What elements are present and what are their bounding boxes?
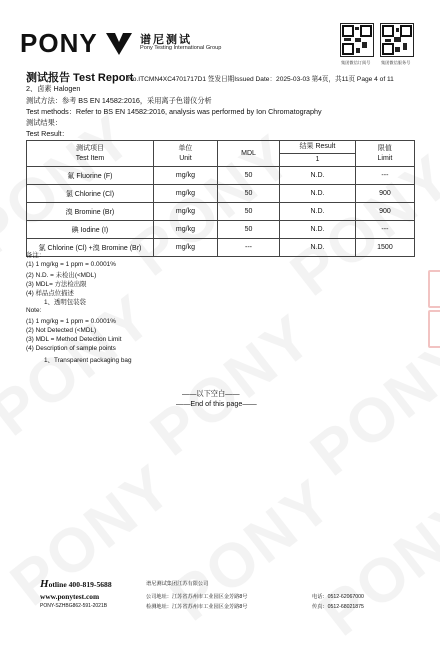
test-result-label-cn: 测试结果： — [26, 118, 62, 127]
note-cn-3: (3) MDL= 方法检出限 — [26, 281, 87, 288]
qr-caption-right: 集团微信服务号 — [381, 60, 411, 65]
phone: 电话：0512-62067000 — [312, 594, 364, 600]
col-unit: 单位 Unit — [153, 141, 217, 167]
cell-unit: mg/kg — [153, 203, 217, 221]
cell-result: N.D. — [280, 203, 356, 221]
end-of-page-en: ——End of this page—— — [176, 399, 257, 408]
hotline — [40, 578, 112, 590]
seal-stamp-fragment — [428, 270, 440, 308]
table-row — [27, 167, 415, 185]
cell-unit: mg/kg — [153, 221, 217, 239]
cell-mdl: 50 — [217, 185, 279, 203]
lab-address: 检测地址：江苏省苏州市工业园区金芳路8号 — [146, 604, 248, 610]
cell-mdl: --- — [217, 239, 279, 257]
cell-limit: 900 — [355, 185, 414, 203]
note-en-2: (2) Not Detected (<MDL) — [26, 327, 97, 334]
cell-result: N.D. — [280, 239, 356, 257]
note-en-3: (3) MDL = Method Detection Limit — [26, 336, 122, 343]
cell-mdl: 50 — [217, 167, 279, 185]
note-cn-2: (2) N.D. = 未检出(<MDL) — [26, 272, 97, 279]
end-of-page-cn: ——以下空白—— — [182, 389, 240, 398]
hotline-initial: H — [40, 578, 49, 590]
table-row — [27, 239, 415, 257]
cell-item: 氟 Fluorine (F) — [27, 167, 154, 185]
note-cn-1: (1) 1 mg/kg = 1 ppm = 0.0001% — [26, 261, 116, 268]
col-result: 结果 Result — [280, 141, 356, 154]
watermark — [0, 281, 166, 450]
cell-mdl: 50 — [217, 203, 279, 221]
cell-limit: 1500 — [355, 239, 414, 257]
cell-unit: mg/kg — [153, 185, 217, 203]
logo-wordmark: PONY — [20, 28, 98, 58]
cell-unit: mg/kg — [153, 167, 217, 185]
form-code: PONY-SZHBG862-591-2021B — [40, 603, 108, 609]
company-address: 公司地址：江苏省苏州市工业园区金芳路8号 — [146, 594, 248, 600]
cell-result: N.D. — [280, 185, 356, 203]
note-en-1: (1) 1 mg/kg = 1 ppm = 0.0001% — [26, 318, 116, 325]
report-title: 测试报告 Test Report — [26, 72, 134, 84]
group-name: 谱尼测试集团江苏有限公司 — [146, 581, 209, 587]
report-meta: No.ITCMN4XC4701717D1 签发日期Issued Date：2025-03-03 第4页，共11页 Page 4 of 11 — [128, 76, 394, 83]
qr-code-subscription — [340, 23, 374, 57]
watermark — [138, 301, 326, 470]
notes-cn-title: 备注： — [26, 252, 46, 259]
cell-unit: mg/kg — [153, 239, 217, 257]
note-en-4a: 1、Transparent packaging bag — [44, 357, 132, 364]
page-footer — [0, 570, 440, 620]
table-row — [27, 221, 415, 239]
logo-arrow-icon — [106, 33, 132, 55]
cell-result: N.D. — [280, 167, 356, 185]
results-table — [26, 140, 415, 257]
test-method-cn: 测试方法：参考 BS EN 14582:2016，采用离子色谱仪分析 — [26, 96, 212, 105]
company-name-en: Pony Testing International Group — [140, 45, 222, 51]
watermark — [308, 481, 440, 650]
hotline-text: otline 400-819-5688 — [48, 580, 112, 589]
qr-caption-left: 集团微信订阅号 — [341, 60, 371, 65]
notes-en-title: Note: — [26, 307, 42, 314]
qr-code-service — [380, 23, 414, 57]
cell-result: N.D. — [280, 221, 356, 239]
note-en-4: (4) Description of sample points — [26, 345, 116, 352]
col-mdl: MDL — [217, 141, 279, 167]
col-test-item: 测试项目 Test Item — [27, 141, 154, 167]
website: www.ponytest.com — [40, 592, 100, 601]
seal-stamp-fragment — [428, 310, 440, 348]
cell-limit: 900 — [355, 203, 414, 221]
test-method-en: Test methods：Refer to BS EN 14582:2016, analysis was performed by Ion Chromatography — [26, 107, 322, 116]
table-row — [27, 185, 415, 203]
section-heading: 2、卤素 Halogen — [26, 84, 81, 93]
company-name-cn: 谱尼测试 — [140, 34, 192, 46]
company-logo — [20, 30, 220, 56]
cell-item: 氯 Chlorine (Cl) +溴 Bromine (Br) — [27, 239, 154, 257]
note-cn-4: (4) 样品点位描述 — [26, 290, 74, 297]
cell-limit: --- — [355, 167, 414, 185]
col-limit: 限值 Limit — [355, 141, 414, 167]
cell-mdl: 50 — [217, 221, 279, 239]
cell-item: 氯 Chlorine (Cl) — [27, 185, 154, 203]
watermark — [298, 321, 440, 490]
fax: 传真：0512-68021875 — [312, 604, 364, 610]
col-result-sample-no: 1 — [280, 154, 356, 167]
cell-item: 碘 Iodine (I) — [27, 221, 154, 239]
table-row — [27, 203, 415, 221]
test-result-label-en: Test Result： — [26, 129, 69, 138]
cell-limit: --- — [355, 221, 414, 239]
note-cn-4a: 1、透明包装袋 — [44, 299, 86, 306]
cell-item: 溴 Bromine (Br) — [27, 203, 154, 221]
